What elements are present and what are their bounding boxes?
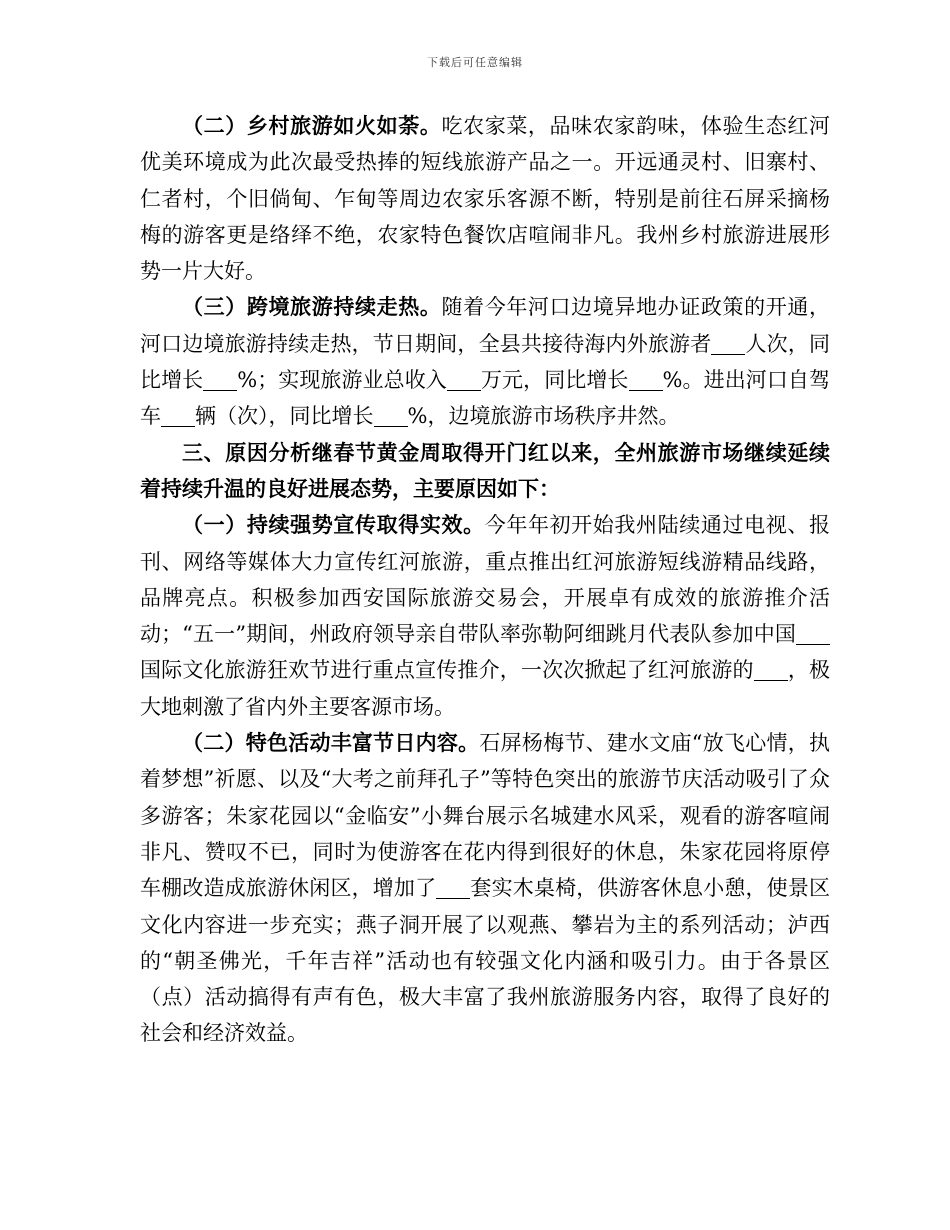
document-body (140, 108, 830, 1052)
fill-blank (711, 333, 745, 355)
paragraph-text: 人次，同比增长 (140, 331, 831, 393)
section-heading-cause-analysis: 三、原因分析继春节黄金周取得开门红以来，全州旅游市场继续延续着持续升温的良好进展态势，主要原因如下： (140, 439, 830, 501)
paragraph-rural-tourism (140, 108, 830, 289)
paragraph-text: %；实现旅游业总收入 (237, 368, 447, 393)
paragraph-text: 万元，同比增长 (480, 368, 629, 393)
page-header: 下载后可任意编辑 (427, 56, 523, 69)
fill-blank (796, 623, 830, 645)
fill-blank (374, 405, 408, 427)
paragraph-heading: （一）持续强势宣传取得实效。 (182, 512, 485, 538)
paragraph-special-activities (140, 725, 830, 1052)
paragraph-heading: （二）乡村旅游如火如荼。 (182, 113, 442, 138)
paragraph-text: %。进出河口自驾车 (140, 368, 831, 429)
fill-blank (629, 369, 663, 391)
fill-blank (754, 659, 788, 681)
paragraph-text: 今年年初开始我州陆续通过电视、报刊、网络等媒体大力宣传红河旅游，重点推出红河旅游短线游精品线路，品牌亮点。积极参加西安国际旅游交易会，开展卓有成效的旅游推介活动；“五一”期间，州政府领导亲自带队率弥勒阿细跳月代表队参加中国 (140, 513, 831, 647)
paragraph-text: 国际文化旅游狂欢节进行重点宣传推介，一次次掀起了红河旅游的 (140, 658, 754, 683)
paragraph-promotion (140, 507, 830, 725)
fill-blank (447, 369, 481, 391)
paragraph-text: 辆（次），同比增长 (195, 404, 374, 429)
paragraph-text: 套实木桌椅，供游客休息小憩，使景区文化内容进一步充实；燕子洞开展了以观燕、攀岩为主的系列活动；泸西的“朝圣佛光，千年吉祥”活动也有较强文化内涵和吸引力。由于各景区（点）活动搞得有声有色，极大丰富了我州旅游服务内容，取得了良好的社会和经济效益。 (140, 876, 831, 1046)
fill-blank (203, 369, 237, 391)
paragraph-text: ，极大地刺激了省内外主要客源市场。 (140, 658, 831, 719)
fill-blank (436, 877, 470, 899)
paragraph-cross-border-tourism (140, 289, 830, 434)
paragraph-heading: （二）特色活动丰富节日内容。 (182, 730, 480, 756)
paragraph-text: 随着今年河口边境异地办证政策的开通，河口边境旅游持续走热，节日期间，全县共接待海内外旅游者 (140, 295, 831, 356)
paragraph-text: 吃农家菜，品味农家韵味，体验生态红河优美环境成为此次最受热捧的短线旅游产品之一。开远通灵村、旧寨村、仁者村，个旧倘甸、乍甸等周边农家乐客源不断，特别是前往石屏采摘杨梅的游客更是络绎不绝，农家特色餐饮店喧闹非凡。我州乡村旅游进展形势一片大好。 (140, 114, 831, 284)
paragraph-text: 石屏杨梅节、建水文庙“放飞心情，执着梦想”祈愿、以及“大考之前拜孔子”等特色突出的旅游节庆活动吸引了众多游客；朱家花园以“金临安”小舞台展示名城建水风采，观看的游客喧闹非凡、赞叹不已，同时为使游客在花内得到很好的休息，朱家花园将原停车棚改造成旅游休闲区，增加了 (140, 731, 830, 901)
paragraph-heading: （三）跨境旅游持续走热。 (182, 294, 442, 320)
fill-blank (161, 405, 195, 427)
paragraph-text: %，边境旅游市场秩序井然。 (407, 404, 680, 429)
